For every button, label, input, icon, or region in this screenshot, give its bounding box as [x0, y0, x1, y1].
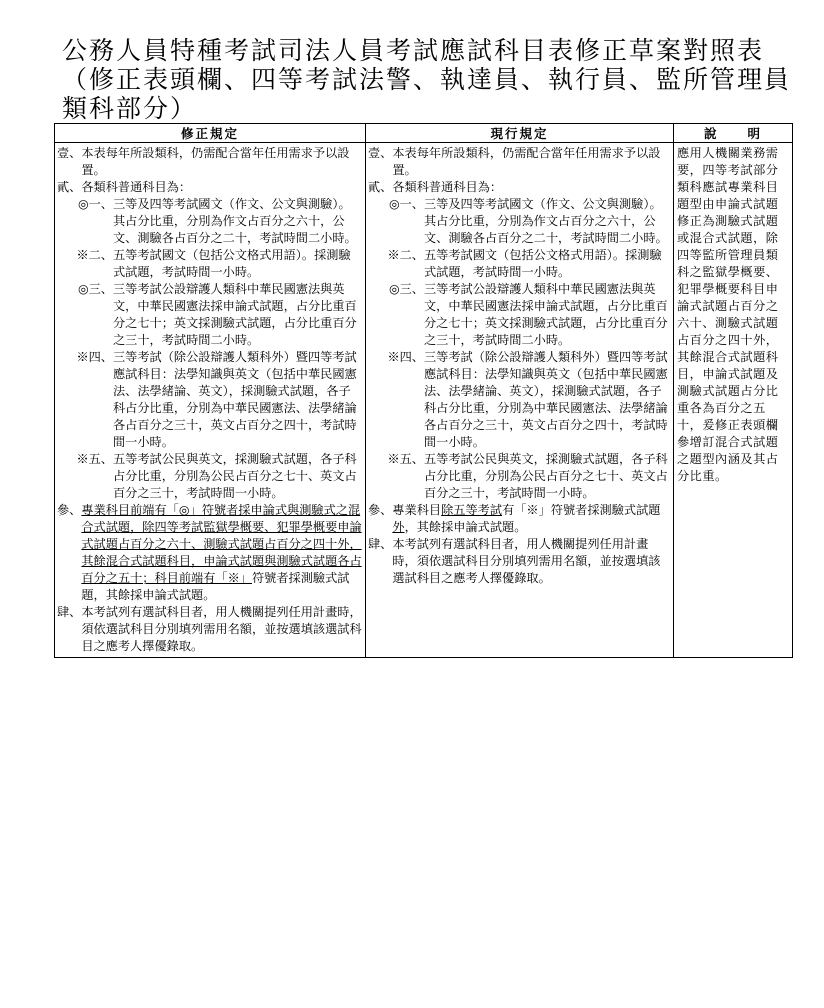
- sub-item: ◎三、 三等考試公設辯護人類科中華民國憲法與英文，中華民國憲法採申論式試題，占分比重百分之七十；英文採測驗式試題，占分比重百分之三十，考試時間二小時。: [77, 282, 357, 347]
- underlined-text: 外: [392, 520, 405, 534]
- underlined-text: 除五等考試: [441, 503, 503, 517]
- sub-item: ※四、 三等考試（除公設辯護人類科外）暨四等考試應試科目：法學知識與英文（包括中華民國憲法、法學緒論、英文），採測驗式試題，各子科占分比重，分別為中華民國憲法、法學緒論各占百分之三十，英文占百分之四十，考試時間一小時。: [387, 350, 668, 449]
- comparison-table: [54, 123, 793, 658]
- sub-item: ◎三、 三等考試公設辯護人類科中華民國憲法與英文，中華民國憲法採申論式試題，占分比重百分之七十；英文採測驗式試題，占分比重百分之三十，考試時間二小時。: [388, 282, 668, 347]
- sub-item: ※二、 五等考試國文（包括公文格式用語）。採測驗式試題，考試時間一小時。: [387, 248, 662, 279]
- table-header-row: [55, 124, 793, 143]
- note-cell: [674, 143, 793, 658]
- list-item: 參、 專業科目前端有「◎」符號者採申論式與測驗式之混合式試題，除四等考試監獄學概要、犯罪學概要申論式試題占百分之六十、測驗式試題占百分之四十外，其餘混合式試題科目，申論式試題與測驗式試題各占百分之五十；科目前端有「※」符號者採測驗式試題，其餘採申論式試題。: [57, 503, 362, 602]
- table-row: [55, 143, 793, 658]
- sub-item: ※五、 五等考試公民與英文，採測驗式試題，各子科占分比重，分別為公民占百分之七十、英文占百分之三十，考試時間一小時。: [76, 452, 357, 500]
- header-revised: 修正規定: [55, 124, 366, 143]
- list-item: 肆、 本考試列有選試科目者，用人機關提列任用計畫時，須依選試科目分別填列需用名額，並按選填該選試科目之應考人擇優錄取。: [57, 605, 362, 653]
- explanation-text: 應用人機關業務需要，四等考試部分類科應試專業科目題型由申論式試題修正為測驗式試題或混合式試題，除四等監所管理員類科之監獄學概要、犯罪學概要科目申論式試題占百分之六十、測驗式試題占百分之四十外，其餘混合式試題科目，申論式試題及測驗式試題占分比重各為百分之五十，爰修正表頭欄參增訂混合式試題之題型內涵及其占分比重。: [677, 146, 779, 483]
- list-item: 參、 專業科目除五等考試有「※」符號者採測驗式試題外，其餘採申論式試題。: [368, 503, 661, 534]
- sub-item: ※五、 五等考試公民與英文，採測驗式試題，各子科占分比重，分別為公民占百分之七十、英文占百分之三十，考試時間一小時。: [387, 452, 668, 500]
- sub-item: ◎一、 三等及四等考試國文（作文、公文與測驗）。其占分比重，分別為作文占百分之六十，公文、測驗各占百分之二十，考試時間二小時。: [388, 197, 668, 245]
- current-cell: [366, 143, 674, 658]
- list-item: 肆、 本考試列有選試科目者，用人機關提列任用計畫時，須依選試科目分別填列需用名額，並按選填該選試科目之應考人擇優錄取。: [368, 537, 661, 585]
- sub-item: ※四、 三等考試（除公設辯護人類科外）暨四等考試應試科目：法學知識與英文（包括中華民國憲法、法學緒論、英文），採測驗式試題，各子科占分比重，分別為中華民國憲法、法學緒論各占百分之三十，英文占百分之四十，考試時間一小時。: [76, 350, 357, 449]
- list-item: 貳、 各類科普通科目為：: [368, 180, 503, 194]
- list-item: 貳、 各類科普通科目為：: [57, 180, 192, 194]
- list-item: 壹、 本表每年所設類科，仍需配合當年任用需求予以設置。: [57, 146, 350, 177]
- revised-cell: [55, 143, 366, 658]
- page-title: 公務人員特種考試司法人員考試應試科目表修正草案對照表（修正表頭欄、四等考試法警、執達員、執行員、監所管理員類科部分）: [62, 36, 792, 123]
- sub-item: ◎一、 三等及四等考試國文（作文、公文與測驗）。其占分比重，分別為作文占百分之六十，公文、測驗各占百分之二十，考試時間二小時。: [77, 197, 357, 245]
- header-current: 現行規定: [366, 124, 674, 143]
- sub-item: ※二、 五等考試國文（包括公文格式用語）。採測驗式試題，考試時間一小時。: [76, 248, 351, 279]
- header-note: 說 明: [674, 124, 793, 143]
- underlined-revision: 專業科目前端有「◎」符號者採申論式與測驗式之混合式試題，除四等考試監獄學概要、犯罪學概要申論式試題占百分之六十、測驗式試題占百分之四十外，其餘混合式試題科目，申論式試題與測驗式試題各占百分之五十；科目前端有「※」: [81, 503, 362, 585]
- list-item: 壹、 本表每年所設類科，仍需配合當年任用需求予以設置。: [368, 146, 661, 177]
